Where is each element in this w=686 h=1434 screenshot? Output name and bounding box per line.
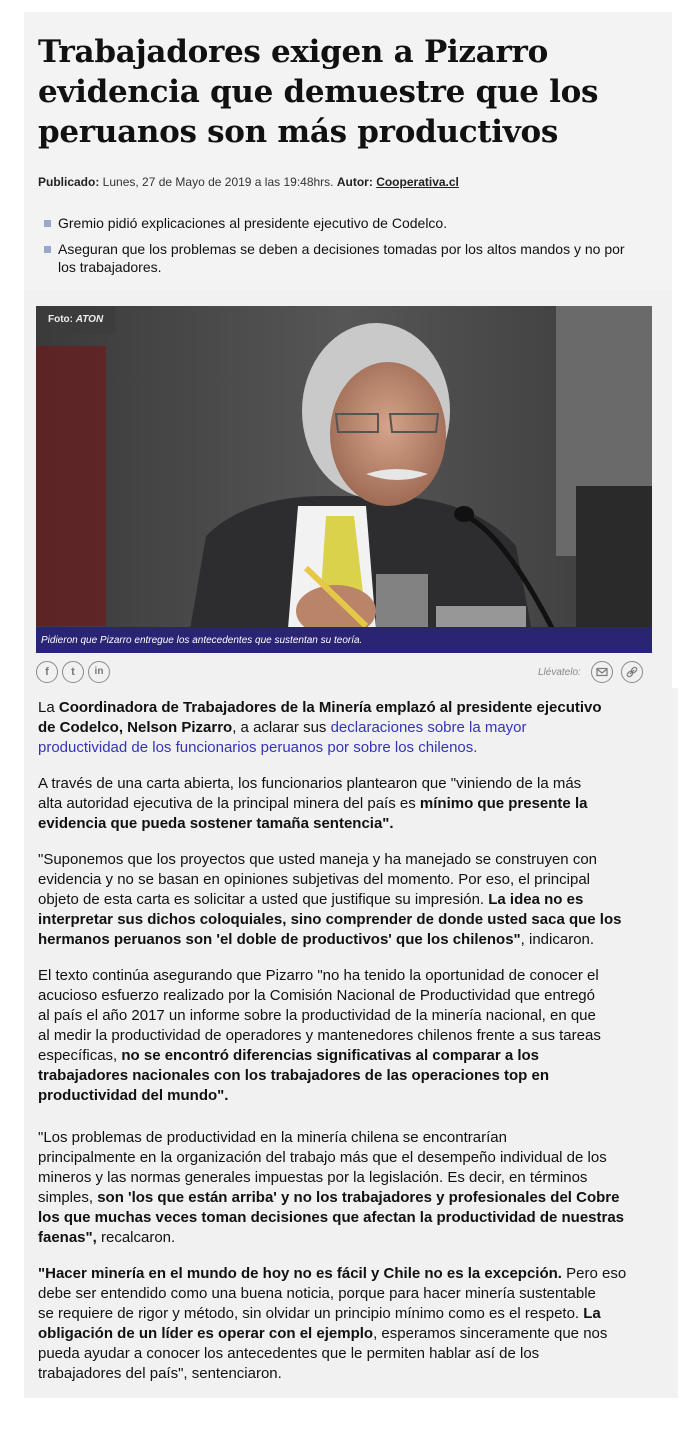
text-line: A través de una carta abierta, los funcionarios plantearon que "viniendo de la más xyxy=(38,775,582,792)
bullet-square-icon xyxy=(44,220,51,227)
linkedin-icon[interactable]: in xyxy=(88,661,110,683)
text-line: debe ser entendido como una buena noticia, porque para hacer minería sustentable xyxy=(38,1285,596,1302)
text-line: evidencia y no se basan en opiniones subjetivas del momento. Por eso, el principal xyxy=(38,871,590,888)
article-photo xyxy=(36,306,652,653)
bold-text: mínimo que presente la xyxy=(419,795,588,812)
bold-text: La xyxy=(583,1305,601,1322)
text-line: al medir la productividad de operadores y mantenedores chilenos frente a sus tareas xyxy=(38,1027,601,1044)
take-it-label: Llévatelo: xyxy=(538,667,581,678)
summary-list xyxy=(44,214,644,284)
email-icon[interactable] xyxy=(591,661,613,683)
envelope-icon xyxy=(592,662,612,682)
text-line: "Suponemos que los proyectos que usted maneja y ha manejado se construyen con xyxy=(38,851,598,868)
text-line: trabajadores del país", sentenciaron. xyxy=(38,1365,282,1382)
photo-credit-label: Foto: xyxy=(48,314,76,325)
text-line: "Los problemas de productividad en la minería chilena se encontrarían xyxy=(38,1129,507,1146)
photo-credit-value: ATON xyxy=(75,314,104,325)
paragraph xyxy=(38,850,658,950)
article-meta xyxy=(38,175,459,189)
link-icon[interactable] xyxy=(621,661,643,683)
text: específicas, xyxy=(38,1047,122,1064)
headline-line: evidencia que demuestre que los xyxy=(38,74,599,110)
text-line: acucioso esfuerzo realizado por la Comisión Nacional de Productividad que entregó xyxy=(38,987,595,1004)
bold-text: evidencia que pueda sostener tamaña sentencia". xyxy=(38,815,394,832)
text: simples, xyxy=(38,1189,98,1206)
published-label: Publicado: xyxy=(38,175,100,189)
text: , esperamos sinceramente que nos xyxy=(373,1325,608,1342)
text: recalcaron. xyxy=(96,1229,176,1246)
paragraph xyxy=(38,966,658,1106)
bold-text: La idea no es xyxy=(488,891,584,908)
text: se requiere de rigor y método, sin olvidar un principio mínimo como es el respeto. xyxy=(38,1305,584,1322)
bold-text: faenas", xyxy=(38,1229,97,1246)
summary-item xyxy=(44,240,644,276)
photo-illustration xyxy=(36,306,652,653)
article-headline xyxy=(38,32,638,152)
bold-text: obligación de un líder es operar con el ejemplo xyxy=(38,1325,374,1342)
article-link[interactable]: productividad de los funcionarios peruanos por sobre los chilenos. xyxy=(38,739,478,756)
text: Pero eso xyxy=(561,1265,627,1282)
text: , indicaron. xyxy=(520,931,595,948)
text: La xyxy=(38,699,59,716)
bold-text: Coordinadora de Trabajadores de la Minería emplazó al presidente ejecutivo xyxy=(58,699,602,716)
article-link[interactable]: declaraciones sobre la mayor xyxy=(330,719,527,736)
text: alta autoridad ejecutiva de la principal minera del país es xyxy=(38,795,420,812)
text-line: mineros y las normas generales impuestas por la legislación. Es decir, en términos xyxy=(38,1169,588,1186)
bold-text: "Hacer minería en el mundo de hoy no es fácil y Chile no es la excepción. xyxy=(38,1265,562,1282)
twitter-icon[interactable]: t xyxy=(62,661,84,683)
text-line: El texto continúa asegurando que Pizarro "no ha tenido la oportunidad de conocer el xyxy=(38,967,599,984)
photo-caption: Pidieron que Pizarro entregue los antecedentes que sustentan su teoría. xyxy=(36,627,652,653)
summary-item xyxy=(44,214,644,232)
published-date: Lunes, 27 de Mayo de 2019 a las 19:48hrs. xyxy=(99,175,337,189)
bold-text: no se encontró diferencias significativas al comparar a los xyxy=(121,1047,540,1064)
paragraph xyxy=(38,1128,658,1248)
summary-text: los trabajadores. xyxy=(58,259,162,275)
paragraph xyxy=(38,698,658,758)
bold-text: son 'los que están arriba' y no los trabajadores y profesionales del Cobre xyxy=(97,1189,620,1206)
bold-text: hermanos peruanos son 'el doble de productivos' que los chilenos" xyxy=(38,931,521,948)
text: , a aclarar sus xyxy=(232,719,331,736)
text-line: pueda ayudar a conocer los antecedentes que le permiten hablar así de los xyxy=(38,1345,540,1362)
summary-text: Aseguran que los problemas se deben a decisiones tomadas por los altos mandos y no por xyxy=(58,241,625,257)
headline-line: Trabajadores exigen a Pizarro xyxy=(38,34,548,70)
text-line: principalmente en la organización del trabajo más que el desempeño individual de los xyxy=(38,1149,607,1166)
chain-link-icon xyxy=(622,662,642,682)
bold-text: de Codelco, Nelson Pizarro xyxy=(38,719,233,736)
paragraph xyxy=(38,774,658,834)
author-link[interactable]: Cooperativa.cl xyxy=(376,175,459,189)
bold-text: interpretar sus dichos coloquiales, sino comprender de donde usted saca que los xyxy=(38,911,622,928)
bold-text: trabajadores nacionales con los trabajadores de las operaciones top en xyxy=(38,1067,550,1084)
paragraph xyxy=(38,1264,658,1384)
bold-text: los que muchas veces toman decisiones que afectan la productividad de nuestras xyxy=(38,1209,625,1226)
share-row xyxy=(36,661,652,685)
summary-text: Gremio pidió explicaciones al presidente ejecutivo de Codelco. xyxy=(58,215,448,231)
bold-text: productividad del mundo". xyxy=(38,1087,229,1104)
headline-line: peruanos son más productivos xyxy=(38,114,559,150)
text-line: al país el año 2017 un informe sobre la productividad de la minería nacional, en que xyxy=(38,1007,596,1024)
bullet-square-icon xyxy=(44,246,51,253)
photo-credit xyxy=(36,306,115,334)
text: objeto de esta carta es solicitar a usted que justifique su impresión. xyxy=(38,891,489,908)
facebook-icon[interactable]: f xyxy=(36,661,58,683)
author-label: Autor: xyxy=(336,175,373,189)
article-body-part-2 xyxy=(38,1128,658,1400)
article-body-part-1 xyxy=(38,698,658,1122)
